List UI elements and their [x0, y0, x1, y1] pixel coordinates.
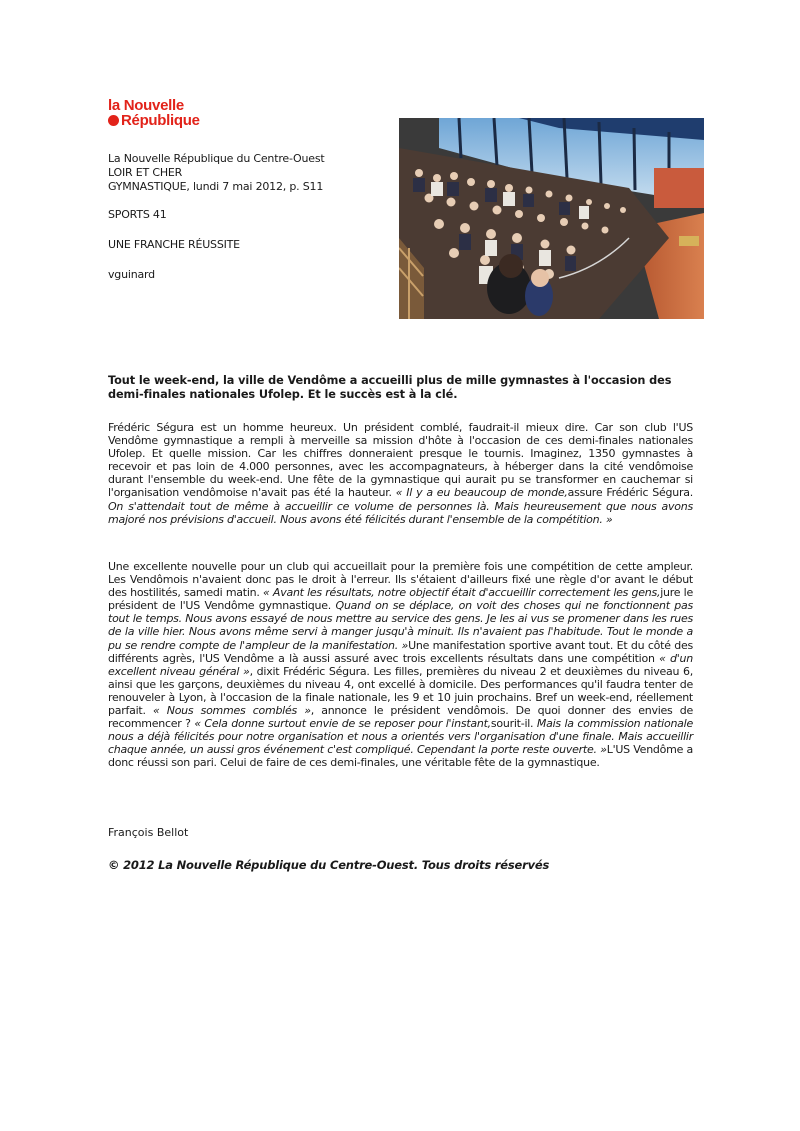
p2-text-e: , annonce le président vendômois. De quoi donner des envies de recommencer ?	[108, 704, 693, 731]
newspaper-logo	[108, 98, 238, 128]
p1-quote-1: « Il y a eu beaucoup de monde,	[395, 486, 568, 500]
p2-text-g: L'US Vendôme a donc réussi son pari. Celui de faire de ces demi-finales, une véritable fête de la gymnastique.	[108, 743, 694, 770]
p2-text-a: Une excellente nouvelle pour un club qui accueillait pour la première fois une compétition de cette ampleur. Les Vendômois n'avaient donc pas le droit à l'erreur. Ils s'étaient d'ailleurs fixé une règle d'or avant le début des hostilités, samedi matin.	[108, 560, 693, 600]
logo-mark-icon	[108, 115, 119, 126]
p2-text-c: Une manifestation sportive avant tout. Et du côté des différents agrès, l'US Vendôme a là aussi assuré avec trois excellents résultats dans une compétition	[108, 638, 693, 665]
logo-line-2: République	[121, 112, 200, 129]
region: LOIR ET CHER	[108, 166, 183, 179]
headline: UNE FRANCHE RÉUSSITE	[108, 238, 240, 251]
p2-text-d: , dixit Frédéric Ségura. Les filles, premières du niveau 2 et deuxièmes du niveau 6, ainsi que les garçons, deuxièmes du niveau 4, ont excellé à domicile. Des performances qu'il faudra tenter de renouveler à Lyon, à l'occasion de la finale nationale, les 9 et 10 juin prochains. Bref un week-end, réellement parfait.	[108, 664, 693, 718]
p1-quote-2: On s'attendait tout de même à accueillir ce volume de personnes là. Mais heureusement que nous avons majoré nos prévisions d'accueil. Nous avons été félicités durant l'ensemble de la compétition. »	[108, 499, 693, 526]
source-name: La Nouvelle République du Centre-Ouest	[108, 152, 325, 165]
photo-illustration	[399, 118, 704, 319]
p2-quote-5: « Cela donne surtout envie de se reposer pour l'instant,	[194, 717, 491, 731]
article-paragraph-2	[108, 560, 693, 770]
p2-quote-3: « d'un excellent niveau général »	[108, 651, 693, 678]
rubric: SPORTS 41	[108, 208, 167, 221]
author-name: François Bellot	[108, 826, 189, 839]
crowd-in-gym-stands-photo	[399, 118, 704, 319]
p2-quote-1: « Avant les résultats, notre objectif était d'accueillir correctement les gens,	[263, 586, 661, 600]
byline: vguinard	[108, 268, 155, 281]
article-paragraph-1	[108, 421, 693, 526]
p1-text-a: Frédéric Ségura est un homme heureux. Un président comblé, faudrait-il mieux dire. Car son club l'US Vendôme gymnastique a rempli à merveille sa mission d'hôte à l'occasion de ces demi-finales nationales Ufolep. Et quelle mission. Car les chiffres donneraient presque le tournis. Imaginez, 1350 gymnastes à recevoir et pas loin de 4.000 personnes, avec les accompagnateurs, à héberger dans la cité vendômoise durant l'ensemble du week-end. Une fête de la gymnastique qui aurait pu se transformer en cauchemar si l'organisation vendômoise n'avait pas été la hauteur.	[108, 421, 693, 500]
section-date: GYMNASTIQUE, lundi 7 mai 2012, p. S11	[108, 180, 324, 193]
article-lead: Tout le week-end, la ville de Vendôme a accueilli plus de mille gymnastes à l'occasion des demi-finales nationales Ufolep. Et le succès est à la clé.	[108, 374, 672, 401]
p2-quote-4: « Nous sommes comblés »	[152, 704, 311, 718]
logo-line-2-wrap	[108, 113, 238, 128]
p2-text-f: sourit-il.	[490, 717, 537, 731]
logo-line-1: la Nouvelle	[108, 97, 184, 114]
copyright-notice: © 2012 La Nouvelle République du Centre-Ouest. Tous droits réservés	[108, 858, 550, 872]
p2-quote-6: Mais la commission nationale nous a déjà félicités pour notre organisation et nous a orientés vers l'organisation d'une finale. Mais accueillir chaque année, un aussi gros événement c'est compliqué. Cependant la porte reste ouverte. »	[108, 717, 693, 757]
p2-quote-2: Quand on se déplace, on voit des choses qui ne fonctionnent pas tout le temps. Nous avons essayé de nous mettre au service des gens. Je les ai vus se promener dans les rues de la ville hier. Nous avons même servi à manger jusqu'à minuit. Ils n'avaient pas l'habitude. Tout le monde a pu se rendre compte de l'ampleur de la manifestation. »	[108, 599, 693, 652]
p2-text-b: jure le président de l'US Vendôme gymnastique.	[108, 586, 693, 613]
p1-text-b: assure Frédéric Ségura.	[567, 486, 693, 500]
